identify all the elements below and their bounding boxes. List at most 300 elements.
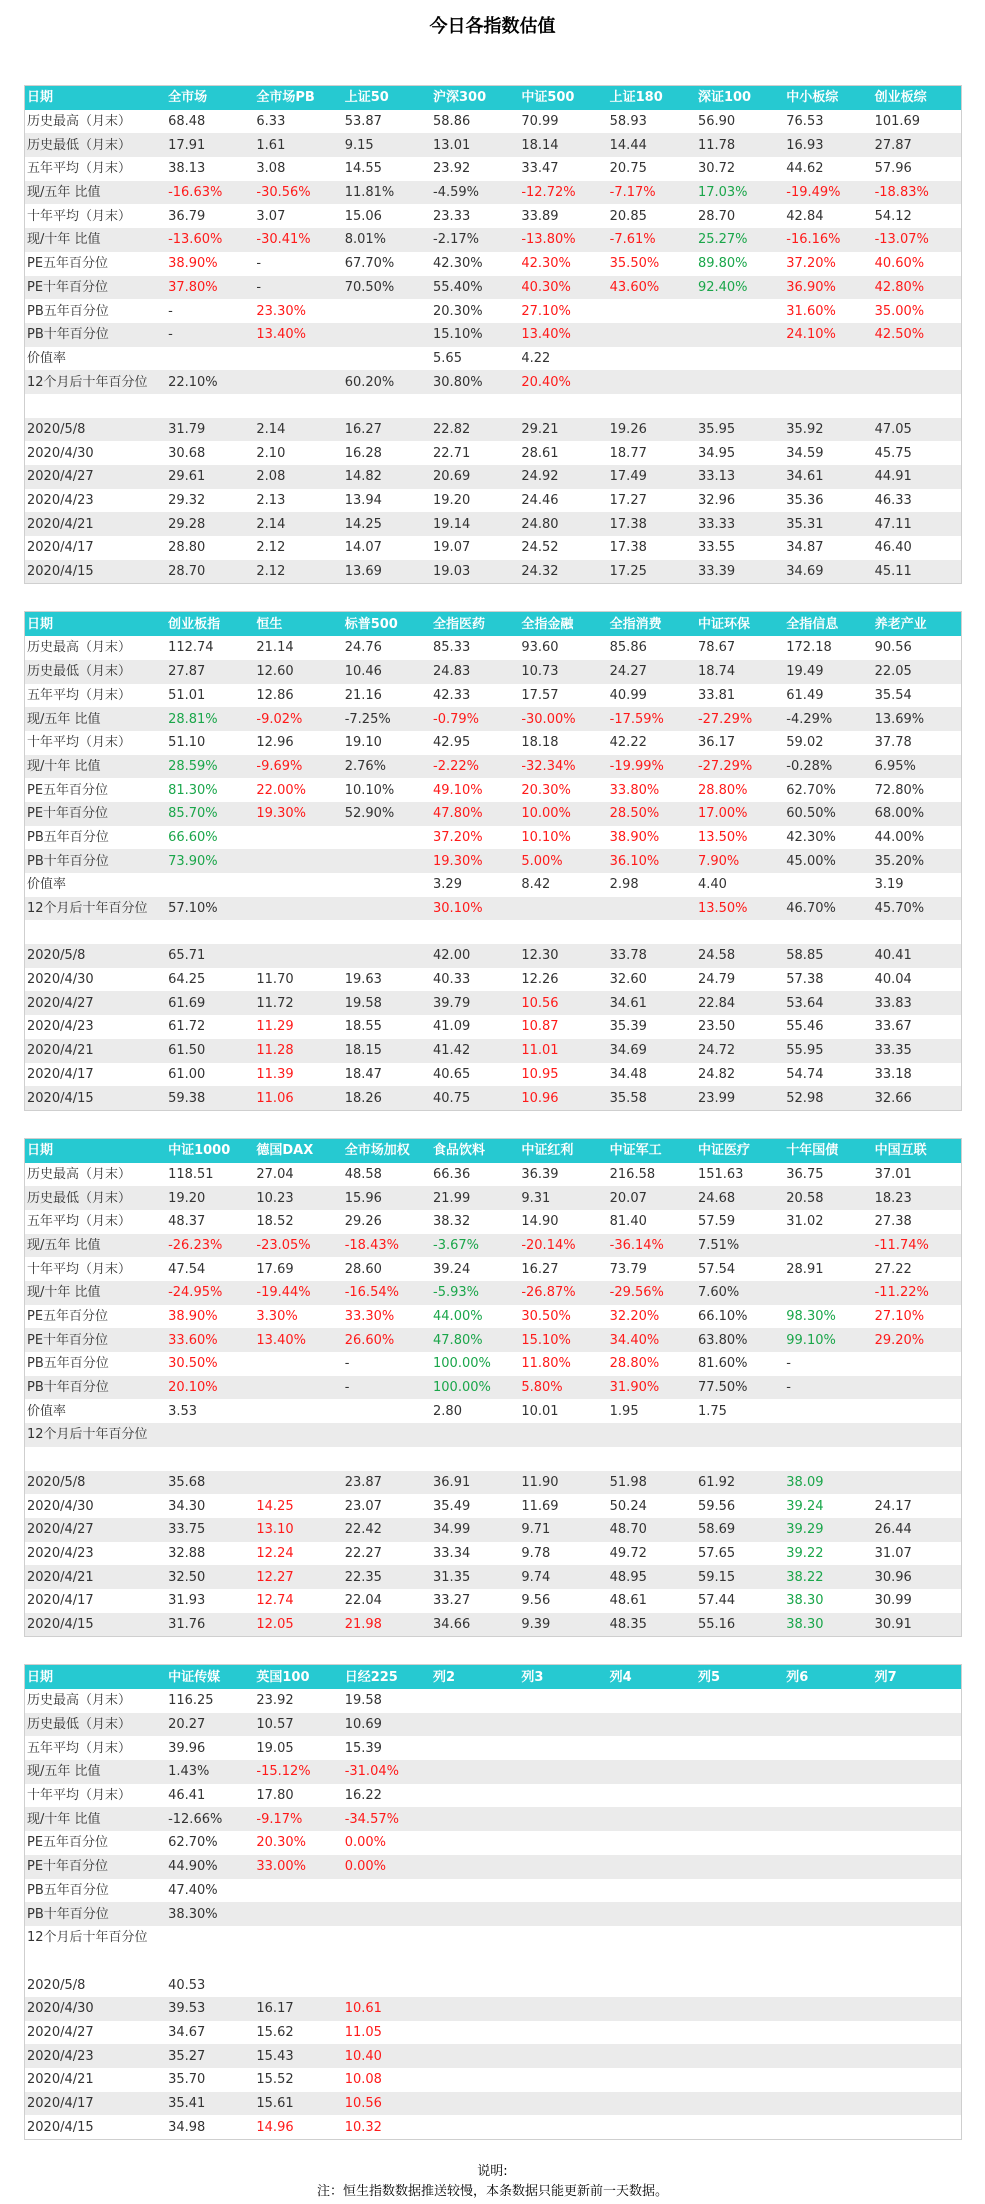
table-cell: 38.22 xyxy=(784,1565,872,1589)
table-cell: -18.43% xyxy=(343,1234,431,1258)
table-cell: 19.07 xyxy=(433,540,471,556)
table-cell: 35.00% xyxy=(874,303,925,319)
column-header: 标普500 xyxy=(343,612,431,636)
table-cell: 70.99 xyxy=(521,114,559,130)
table-cell xyxy=(519,920,607,944)
table-cell: 21.99 xyxy=(431,1186,519,1210)
table-cell: 33.80% xyxy=(609,782,660,798)
table-row xyxy=(25,110,961,134)
table-cell: 98.30% xyxy=(786,1309,836,1325)
table-cell: 42.50% xyxy=(873,323,961,347)
table-cell: 73.79 xyxy=(609,1261,647,1277)
table-cell: 8.01% xyxy=(343,228,431,252)
table-cell: 47.40% xyxy=(168,1882,218,1898)
table-row xyxy=(25,826,961,850)
table-cell xyxy=(608,2044,696,2068)
table-cell: 62.70% xyxy=(786,782,836,798)
table-cell: 18.15 xyxy=(343,1039,431,1063)
table-cell: 38.09 xyxy=(784,1471,872,1495)
table-cell: 12.05 xyxy=(254,1613,342,1637)
table-cell xyxy=(696,1831,784,1855)
table-cell: -4.59% xyxy=(431,181,519,205)
table-cell: 2.12 xyxy=(256,540,286,556)
table-cell: 61.92 xyxy=(696,1471,784,1495)
table-cell xyxy=(696,1807,784,1831)
table-row xyxy=(25,1902,961,1926)
table-cell: - xyxy=(166,323,254,347)
table-cell: -19.99% xyxy=(608,755,696,779)
table-cell xyxy=(873,394,961,418)
table-cell: 40.33 xyxy=(433,972,471,988)
table-cell: -16.16% xyxy=(784,228,872,252)
table-cell xyxy=(519,1423,607,1447)
table-cell: 85.70% xyxy=(166,802,254,826)
table-cell xyxy=(431,1902,519,1926)
table-row xyxy=(25,1086,961,1110)
table-cell xyxy=(784,873,872,897)
table-cell: 49.72 xyxy=(609,1545,647,1561)
table-cell: 23.87 xyxy=(343,1471,431,1495)
table-row xyxy=(25,1689,961,1713)
table-cell: 57.10% xyxy=(166,897,254,921)
table-cell: 61.72 xyxy=(168,1019,206,1035)
row-label: 现/五年 比值 xyxy=(25,1760,166,1784)
table-cell xyxy=(519,1855,607,1879)
table-cell xyxy=(784,2021,872,2045)
table-cell xyxy=(343,394,431,418)
table-cell: 10.61 xyxy=(343,1997,431,2021)
table-cell: 20.27 xyxy=(166,1713,254,1737)
row-label: 2020/4/27 xyxy=(25,991,166,1015)
table-row xyxy=(25,1328,961,1352)
table-cell: 14.96 xyxy=(256,2119,294,2135)
table-cell: 13.69% xyxy=(873,707,961,731)
table-cell xyxy=(166,1950,254,1974)
table-cell: 16.27 xyxy=(521,1261,559,1277)
table-cell: 1.95 xyxy=(609,1403,639,1419)
table-row xyxy=(25,1494,961,1518)
table-cell: 19.49 xyxy=(784,660,872,684)
table-cell: 42.00 xyxy=(431,944,519,968)
table-cell: 12.26 xyxy=(521,972,559,988)
table-cell: 55.40% xyxy=(431,276,519,300)
table-cell xyxy=(431,1689,519,1713)
column-header: 上证50 xyxy=(343,86,431,110)
table-cell: 42.22 xyxy=(609,735,647,751)
table-cell xyxy=(431,1736,519,1760)
table-cell: 46.70% xyxy=(784,897,872,921)
row-label: 十年平均（月末） xyxy=(27,735,132,751)
table-cell: 28.70 xyxy=(166,560,254,584)
table-cell: 24.10% xyxy=(784,323,872,347)
table-cell xyxy=(696,1423,784,1447)
table-cell: 30.10% xyxy=(431,897,519,921)
table-cell: 27.87 xyxy=(873,133,961,157)
table-cell xyxy=(431,2044,519,2068)
row-label: 2020/4/23 xyxy=(25,2044,166,2068)
column-header: 全指医药 xyxy=(431,612,519,636)
row-label: 2020/4/17 xyxy=(27,1066,94,1082)
row-label: 2020/4/30 xyxy=(27,972,94,988)
column-header: 上证180 xyxy=(608,86,696,110)
table-cell xyxy=(254,370,342,394)
table-cell: 51.01 xyxy=(168,687,206,703)
table-cell xyxy=(166,873,254,897)
table-row xyxy=(25,2044,961,2068)
table-row xyxy=(25,1163,961,1187)
table-cell: 38.30 xyxy=(784,1613,872,1637)
table-cell xyxy=(873,1471,961,1495)
table-cell: 44.91 xyxy=(873,465,961,489)
table-cell: 29.32 xyxy=(168,493,206,509)
table-row xyxy=(25,1423,961,1447)
table-cell: 12.86 xyxy=(256,687,294,703)
table-cell: 56.90 xyxy=(697,114,736,130)
row-label: 2020/4/30 xyxy=(27,1498,94,1514)
table-cell xyxy=(608,2115,696,2139)
table-cell xyxy=(696,1713,784,1737)
table-cell: 17.91 xyxy=(166,133,254,157)
table-cell: 59.15 xyxy=(696,1565,784,1589)
table-cell: 61.69 xyxy=(166,991,254,1015)
table-cell: -0.28% xyxy=(784,755,872,779)
table-cell: 20.30% xyxy=(521,782,571,798)
table-cell xyxy=(431,1997,519,2021)
table-cell: 14.25 xyxy=(343,512,431,536)
table-cell: 57.59 xyxy=(697,1214,736,1230)
table-cell: 19.05 xyxy=(256,1740,294,1756)
column-header: 日期 xyxy=(25,86,166,110)
table-cell xyxy=(696,394,784,418)
table-cell xyxy=(343,323,431,347)
table-cell xyxy=(784,370,872,394)
table-cell: 78.67 xyxy=(697,640,736,656)
table-cell: 60.20% xyxy=(343,370,431,394)
tables-container xyxy=(0,85,985,2140)
column-header: 食品饮料 xyxy=(431,1139,519,1163)
table-cell: -30.41% xyxy=(254,228,342,252)
row-label: 现/十年 比值 xyxy=(25,228,166,252)
table-cell: 26.60% xyxy=(343,1328,431,1352)
table-cell: 38.90% xyxy=(168,1309,218,1325)
table-cell: 51.10 xyxy=(168,735,206,751)
row-label: PB十年百分位 xyxy=(25,1902,166,1926)
table-cell: 28.61 xyxy=(521,445,559,461)
table-cell: -7.25% xyxy=(343,707,431,731)
table-cell: 51.98 xyxy=(608,1471,696,1495)
table-cell: 31.02 xyxy=(786,1214,824,1230)
table-cell xyxy=(873,1879,961,1903)
table-cell xyxy=(784,2044,872,2068)
table-cell: 13.50% xyxy=(697,829,748,845)
table-cell: 52.98 xyxy=(784,1086,872,1110)
table-row xyxy=(25,1447,961,1471)
row-label: 现/五年 比值 xyxy=(25,707,166,731)
column-header: 德国DAX xyxy=(254,1139,342,1163)
table-cell: 24.52 xyxy=(521,540,559,556)
column-header: 中证传媒 xyxy=(166,1665,254,1689)
table-row xyxy=(25,489,961,513)
column-header: 全市场 xyxy=(166,86,254,110)
row-label: 2020/4/27 xyxy=(25,1518,166,1542)
table-cell: 42.30% xyxy=(521,256,571,272)
table-cell xyxy=(343,1926,431,1950)
column-header: 中证红利 xyxy=(519,1139,607,1163)
table-cell xyxy=(608,920,696,944)
table-cell: 48.35 xyxy=(608,1613,696,1637)
table-cell xyxy=(519,394,607,418)
column-header: 中小板综 xyxy=(784,86,872,110)
table-cell xyxy=(519,1950,607,1974)
table-cell: -7.17% xyxy=(608,181,696,205)
table-cell: 10.69 xyxy=(343,1713,431,1737)
table-cell: 19.30% xyxy=(431,849,519,873)
table-cell xyxy=(608,370,696,394)
table-cell: 30.72 xyxy=(697,161,736,177)
table-cell xyxy=(784,1736,872,1760)
row-label: 十年平均（月末） xyxy=(27,208,132,224)
table-cell: 18.26 xyxy=(343,1086,431,1110)
table-row xyxy=(25,2115,961,2139)
table-cell: 2.14 xyxy=(254,418,342,442)
table-cell: 28.81% xyxy=(166,707,254,731)
table-cell: 101.69 xyxy=(874,114,921,130)
table-cell: 35.68 xyxy=(166,1471,254,1495)
table-cell: -2.17% xyxy=(431,228,519,252)
table-cell xyxy=(608,1447,696,1471)
row-label: PB十年百分位 xyxy=(25,849,166,873)
table-row xyxy=(25,2021,961,2045)
table-cell xyxy=(166,1447,254,1471)
table-cell xyxy=(254,1926,342,1950)
row-label: 12个月后十年百分位 xyxy=(25,1423,166,1447)
footnote-title: 说明: xyxy=(477,2164,508,2180)
table-cell: 30.50% xyxy=(521,1309,571,1325)
table-cell xyxy=(343,897,431,921)
table-cell: 19.03 xyxy=(431,560,519,584)
table-cell: 1.75 xyxy=(697,1403,727,1419)
table-cell: 25.27% xyxy=(696,228,784,252)
table-cell xyxy=(519,897,607,921)
table-cell: 6.95% xyxy=(873,755,961,779)
table-cell: 64.25 xyxy=(168,972,206,988)
table-cell: 2.14 xyxy=(254,512,342,536)
table-cell: 24.83 xyxy=(431,660,519,684)
table-cell: 13.40% xyxy=(254,323,342,347)
row-label xyxy=(25,394,166,418)
table-cell xyxy=(343,826,431,850)
table-cell: 33.00% xyxy=(254,1855,342,1879)
table-cell: 19.63 xyxy=(344,972,382,988)
table-cell: 35.49 xyxy=(433,1498,471,1514)
table-cell: 18.55 xyxy=(344,1019,382,1035)
table-cell: 12.74 xyxy=(256,1593,294,1609)
column-header: 十年国债 xyxy=(784,1139,872,1163)
table-cell: 27.10% xyxy=(521,303,571,319)
table-cell: 49.10% xyxy=(433,782,483,798)
table-cell: 33.78 xyxy=(608,944,696,968)
table-cell: 22.27 xyxy=(344,1545,382,1561)
row-label: 2020/4/23 xyxy=(27,1545,94,1561)
table-cell: 34.61 xyxy=(608,991,696,1015)
table-cell xyxy=(519,2115,607,2139)
table-cell: 10.56 xyxy=(519,991,607,1015)
table-cell: 1.61 xyxy=(254,133,342,157)
table-cell: 40.53 xyxy=(168,1977,206,1993)
row-label xyxy=(25,920,166,944)
table-cell: -12.66% xyxy=(166,1807,254,1831)
table-row xyxy=(25,418,961,442)
table-cell xyxy=(519,1807,607,1831)
table-cell: 36.79 xyxy=(168,208,206,224)
table-cell xyxy=(519,1713,607,1737)
table-cell: 18.47 xyxy=(344,1066,382,1082)
table-cell: 5.65 xyxy=(433,350,462,366)
table-cell xyxy=(254,1879,342,1903)
table-cell: 27.22 xyxy=(874,1261,912,1277)
column-header: 列2 xyxy=(431,1665,519,1689)
table-cell: -15.12% xyxy=(254,1760,342,1784)
table-cell xyxy=(696,347,784,371)
table-cell: 39.24 xyxy=(786,1498,824,1514)
table-cell: 57.54 xyxy=(697,1261,736,1277)
table-cell: 48.61 xyxy=(609,1593,647,1609)
table-cell: 10.57 xyxy=(254,1713,342,1737)
table-row xyxy=(25,441,961,465)
table-cell: 44.00% xyxy=(433,1309,483,1325)
row-label: 2020/4/23 xyxy=(27,1019,94,1035)
table-cell: 33.55 xyxy=(697,540,736,556)
table-cell xyxy=(343,299,431,323)
table-cell: 35.58 xyxy=(608,1086,696,1110)
row-label: PB五年百分位 xyxy=(27,829,109,845)
table-cell: 100.00% xyxy=(431,1376,519,1400)
table-cell: 34.40% xyxy=(608,1328,696,1352)
footnote xyxy=(0,2162,985,2202)
table-cell: 33.18 xyxy=(874,1066,912,1082)
table-cell xyxy=(519,2044,607,2068)
table-cell: 59.38 xyxy=(166,1086,254,1110)
table-cell: 23.92 xyxy=(256,1693,294,1709)
table-cell xyxy=(431,1784,519,1808)
row-label: 2020/4/17 xyxy=(27,1593,94,1609)
table-cell xyxy=(784,2068,872,2092)
table-cell: 77.50% xyxy=(696,1376,784,1400)
table-cell: 40.75 xyxy=(431,1086,519,1110)
table-cell xyxy=(431,1713,519,1737)
table-cell: 33.27 xyxy=(433,1593,471,1609)
table-cell xyxy=(608,1902,696,1926)
table-row xyxy=(25,2092,961,2116)
column-header: 恒生 xyxy=(254,612,342,636)
row-label: 历史最高（月末） xyxy=(27,1166,132,1182)
table-row xyxy=(25,323,961,347)
table-cell: 118.51 xyxy=(168,1166,214,1182)
table-cell: 22.05 xyxy=(873,660,961,684)
table-cell: 20.58 xyxy=(784,1186,872,1210)
row-label: 历史最低（月末） xyxy=(25,1186,166,1210)
table-cell xyxy=(873,1760,961,1784)
table-row xyxy=(25,1471,961,1495)
table-cell: 48.70 xyxy=(608,1518,696,1542)
table-cell xyxy=(873,2115,961,2139)
table-cell: 20.30% xyxy=(433,303,483,319)
table-cell: 99.10% xyxy=(784,1328,872,1352)
table-cell xyxy=(873,347,961,371)
table-cell: 34.87 xyxy=(786,540,824,556)
valuation-table-1 xyxy=(24,85,962,584)
row-label: 五年平均（月末） xyxy=(27,1214,132,1230)
row-label: PE十年百分位 xyxy=(25,1855,166,1879)
table-cell xyxy=(608,1926,696,1950)
table-cell xyxy=(519,1689,607,1713)
table-cell: 11.05 xyxy=(344,2024,382,2040)
table-cell: 2.12 xyxy=(254,560,342,584)
table-cell: 34.69 xyxy=(784,560,872,584)
table-row xyxy=(25,512,961,536)
table-cell: 33.30% xyxy=(344,1309,395,1325)
table-cell: 39.29 xyxy=(784,1518,872,1542)
table-cell: 24.32 xyxy=(519,560,607,584)
row-label: PE五年百分位 xyxy=(27,1835,109,1851)
table-cell: 45.75 xyxy=(874,445,912,461)
row-label: PE五年百分位 xyxy=(27,782,109,798)
table-cell: 85.86 xyxy=(609,640,647,656)
table-cell xyxy=(343,347,431,371)
table-cell xyxy=(431,1879,519,1903)
table-cell: 10.10% xyxy=(344,782,395,798)
table-header-row xyxy=(25,612,961,636)
table-cell xyxy=(873,1902,961,1926)
row-label: 12个月后十年百分位 xyxy=(27,1930,148,1946)
table-cell xyxy=(873,1423,961,1447)
table-row xyxy=(25,181,961,205)
table-cell: - xyxy=(784,1376,872,1400)
table-cell: 24.92 xyxy=(519,465,607,489)
table-cell: 13.94 xyxy=(344,493,382,509)
table-cell: 46.33 xyxy=(874,493,912,509)
table-cell: 48.37 xyxy=(168,1214,206,1230)
column-header: 英国100 xyxy=(254,1665,342,1689)
table-cell xyxy=(608,1760,696,1784)
table-cell xyxy=(343,944,431,968)
table-cell: 22.04 xyxy=(344,1593,382,1609)
table-cell: 47.05 xyxy=(873,418,961,442)
table-cell: 22.71 xyxy=(433,445,471,461)
table-cell xyxy=(254,347,342,371)
table-cell xyxy=(608,1950,696,1974)
table-cell xyxy=(608,1879,696,1903)
table-cell xyxy=(343,873,431,897)
table-cell: 20.85 xyxy=(609,208,647,224)
table-row xyxy=(25,1376,961,1400)
table-cell: 42.30% xyxy=(433,256,483,272)
table-cell xyxy=(431,2068,519,2092)
table-row xyxy=(25,684,961,708)
column-header: 列4 xyxy=(608,1665,696,1689)
table-cell: 50.24 xyxy=(609,1498,647,1514)
row-label: 历史最低（月末） xyxy=(25,660,166,684)
table-cell: 10.08 xyxy=(344,2072,382,2088)
table-row xyxy=(25,1542,961,1566)
table-cell xyxy=(608,394,696,418)
table-cell: 17.38 xyxy=(609,540,647,556)
table-row xyxy=(25,755,961,779)
table-cell xyxy=(696,2021,784,2045)
row-label: PB五年百分位 xyxy=(27,1356,109,1372)
table-cell: 3.29 xyxy=(433,877,462,893)
table-cell: 31.07 xyxy=(874,1545,912,1561)
